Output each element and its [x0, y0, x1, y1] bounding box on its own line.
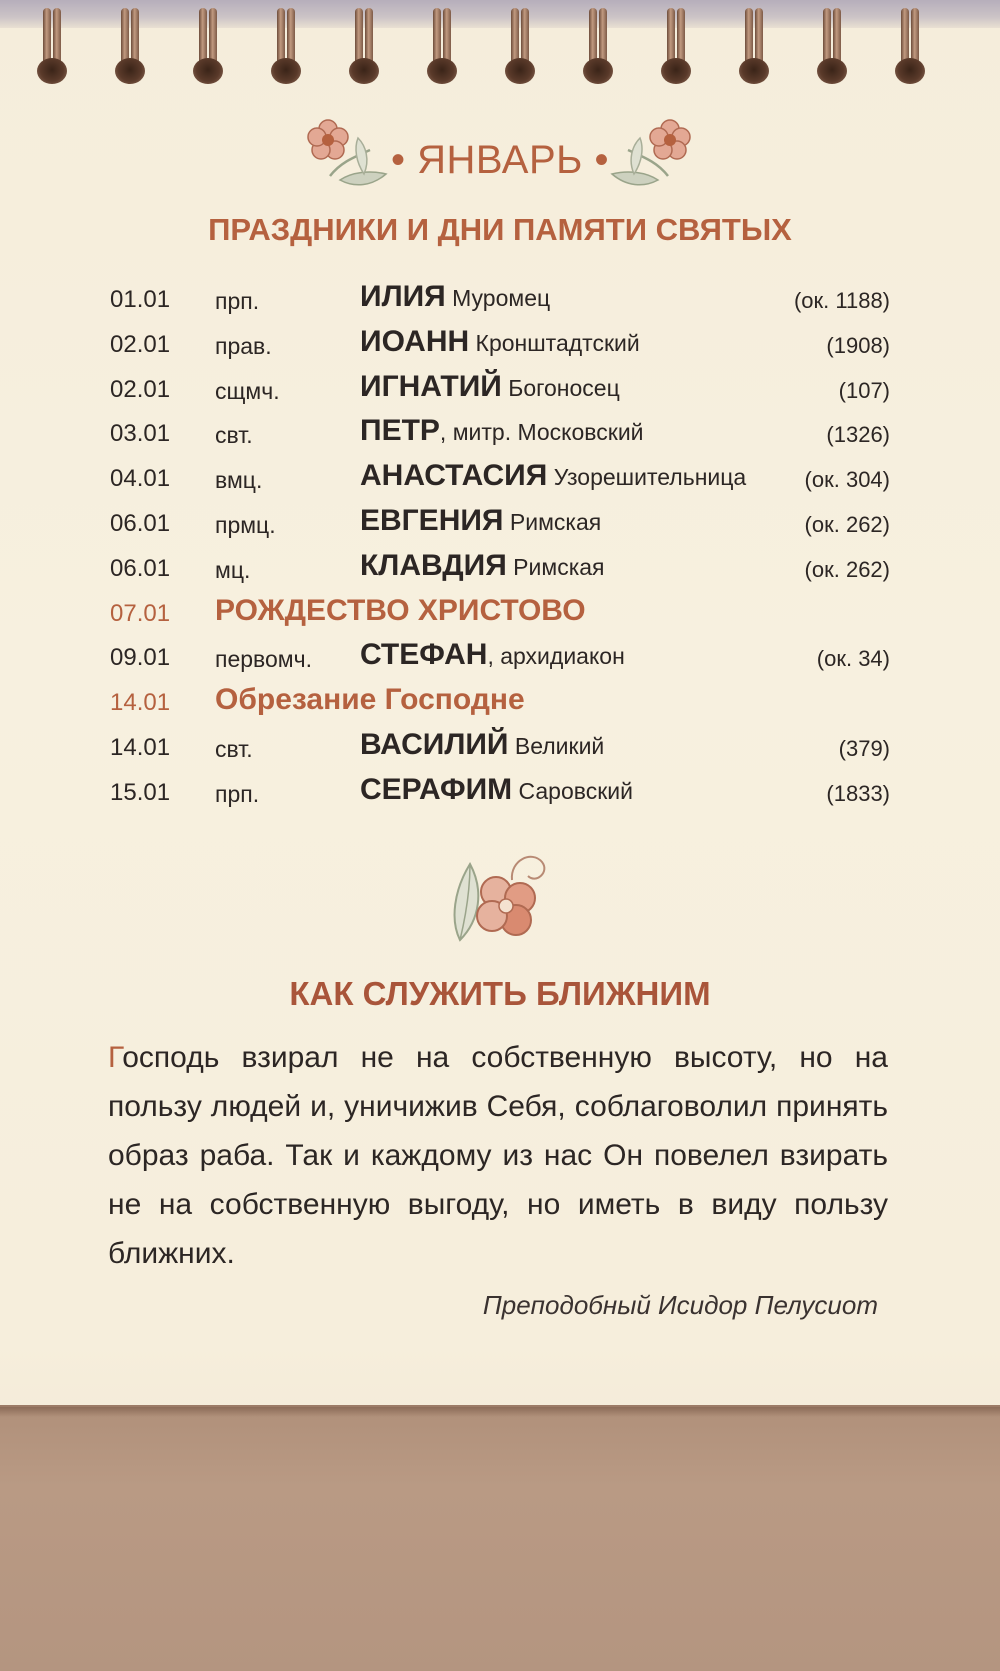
- saint-name-main: ИЛИЯ: [360, 280, 446, 313]
- spiral-binding-ring: [112, 8, 148, 84]
- saint-rank: прп.: [215, 780, 260, 807]
- saint-year: (ок. 34): [816, 646, 890, 672]
- saint-rank: прмц.: [215, 511, 276, 538]
- saint-name-main: ИОАНН: [360, 324, 470, 358]
- saint-row: [110, 638, 890, 683]
- saint-row: [110, 325, 890, 370]
- saint-epithet: , архидиакон: [487, 643, 625, 670]
- month-header: [0, 118, 1000, 208]
- saint-name-main: СТЕФАН: [360, 638, 488, 672]
- saint-name: [360, 638, 625, 672]
- saint-name-main: ПЕТР: [360, 414, 440, 448]
- spiral-binding-ring: [346, 8, 382, 84]
- saint-year: (ок. 262): [804, 511, 890, 537]
- saint-name: [360, 325, 640, 359]
- spiral-binding-ring: [892, 8, 928, 84]
- calendar-stand-base: [0, 1405, 1000, 1671]
- saint-name-main: АНАСТАСИЯ: [360, 459, 548, 493]
- feast-row: [110, 683, 890, 728]
- saint-name: [360, 728, 604, 762]
- spiral-binding-ring: [190, 8, 226, 84]
- saint-row: [110, 414, 890, 459]
- saint-epithet: Великий: [508, 732, 605, 759]
- saint-rank: свт.: [215, 735, 253, 762]
- spiral-binding-ring: [580, 8, 616, 84]
- saint-epithet: Муромец: [445, 285, 551, 311]
- saint-year: (379): [838, 735, 890, 761]
- saint-epithet: Римская: [506, 553, 605, 580]
- feast-date: 07.01: [110, 599, 171, 627]
- saint-name-main: КЛАВДИЯ: [360, 548, 507, 582]
- saint-date: 09.01: [110, 644, 171, 672]
- saint-date: 04.01: [110, 465, 171, 493]
- quote-text: [108, 1033, 888, 1278]
- flower-ornament-icon: [608, 118, 698, 198]
- quote-author: Преподобный Исидор Пелусиот: [482, 1290, 878, 1320]
- saint-date: 06.01: [110, 509, 171, 537]
- feast-title: Обрезание Господне: [215, 683, 525, 717]
- month-title: • ЯНВАРЬ •: [391, 138, 609, 182]
- saint-epithet: , митр. Московский: [439, 419, 644, 446]
- saint-row: [110, 504, 890, 549]
- spiral-binding-ring: [502, 8, 538, 84]
- saint-year: (ок. 1188): [793, 288, 890, 313]
- saint-row: [110, 459, 890, 504]
- saint-year: (107): [838, 377, 890, 403]
- spiral-binding-ring: [424, 8, 460, 84]
- saint-epithet: Узорешительница: [547, 464, 747, 491]
- spiral-binding-ring: [814, 8, 850, 84]
- saint-date: 02.01: [110, 330, 171, 358]
- feast-row: [110, 594, 890, 639]
- saint-epithet: Саровский: [512, 777, 633, 804]
- saint-name-main: СЕРАФИМ: [360, 772, 513, 806]
- saint-date: 02.01: [110, 375, 171, 403]
- saint-name: [360, 414, 644, 448]
- saints-list: [110, 280, 890, 818]
- saint-date: 03.01: [110, 420, 171, 448]
- saint-row: [110, 773, 890, 818]
- saint-rank: прав.: [215, 332, 272, 359]
- saint-name: [360, 504, 601, 538]
- saint-name: [360, 370, 620, 404]
- saint-rank: вмц.: [215, 467, 263, 494]
- saint-name: [360, 280, 550, 314]
- saint-date: 06.01: [110, 554, 171, 582]
- saint-name-main: ВАСИЛИЙ: [360, 727, 509, 761]
- saint-year: (1326): [826, 422, 890, 448]
- spiral-binding-ring: [736, 8, 772, 84]
- saint-year: (1908): [826, 332, 890, 358]
- saint-name-main: ЕВГЕНИЯ: [360, 503, 504, 537]
- saint-year: (ок. 262): [804, 556, 890, 582]
- saint-name: [360, 459, 746, 493]
- section-title: КАК СЛУЖИТЬ БЛИЖНИМ: [289, 975, 711, 1012]
- saint-row: [110, 370, 890, 415]
- saint-epithet: Богоносец: [501, 374, 620, 401]
- saint-year: (ок. 304): [804, 467, 890, 493]
- saint-date: 15.01: [110, 778, 171, 806]
- saint-row: [110, 280, 890, 325]
- saint-rank: первомч.: [215, 646, 312, 673]
- spiral-binding: [0, 0, 1000, 90]
- saint-name-main: ИГНАТИЙ: [360, 369, 502, 403]
- saint-rank: свт.: [215, 422, 253, 449]
- saint-row: [110, 549, 890, 594]
- saint-rank: мц.: [215, 556, 251, 583]
- spiral-binding-ring: [34, 8, 70, 84]
- spiral-binding-ring: [268, 8, 304, 84]
- saint-name: [360, 549, 605, 583]
- saint-year: (1833): [826, 780, 890, 806]
- flower-ornament-icon: [440, 840, 560, 950]
- saint-epithet: Кронштадтский: [469, 329, 640, 356]
- feast-title: РОЖДЕСТВО ХРИСТОВО: [215, 593, 586, 627]
- saint-row: [110, 728, 890, 773]
- saint-date: 01.01: [110, 286, 171, 313]
- spiral-binding-ring: [658, 8, 694, 84]
- page-subtitle: ПРАЗДНИКИ И ДНИ ПАМЯТИ СВЯТЫХ: [208, 212, 792, 247]
- saint-name: [360, 773, 633, 807]
- feast-date: 14.01: [110, 689, 171, 717]
- saint-rank: прп.: [215, 288, 260, 314]
- saint-date: 14.01: [110, 733, 171, 761]
- quote-body: осподь взирал не на собственную высоту, но на пользу людей и, уничижив Себя, соблаговолил принять образ раба. Так и каждому из нас Он повелел взирать не на собственную выгоду, но иметь в виду пользу ближних.: [108, 1041, 888, 1270]
- saint-epithet: Римская: [503, 508, 602, 535]
- quote-initial: Г: [108, 1041, 123, 1074]
- saint-rank: сщмч.: [215, 377, 280, 404]
